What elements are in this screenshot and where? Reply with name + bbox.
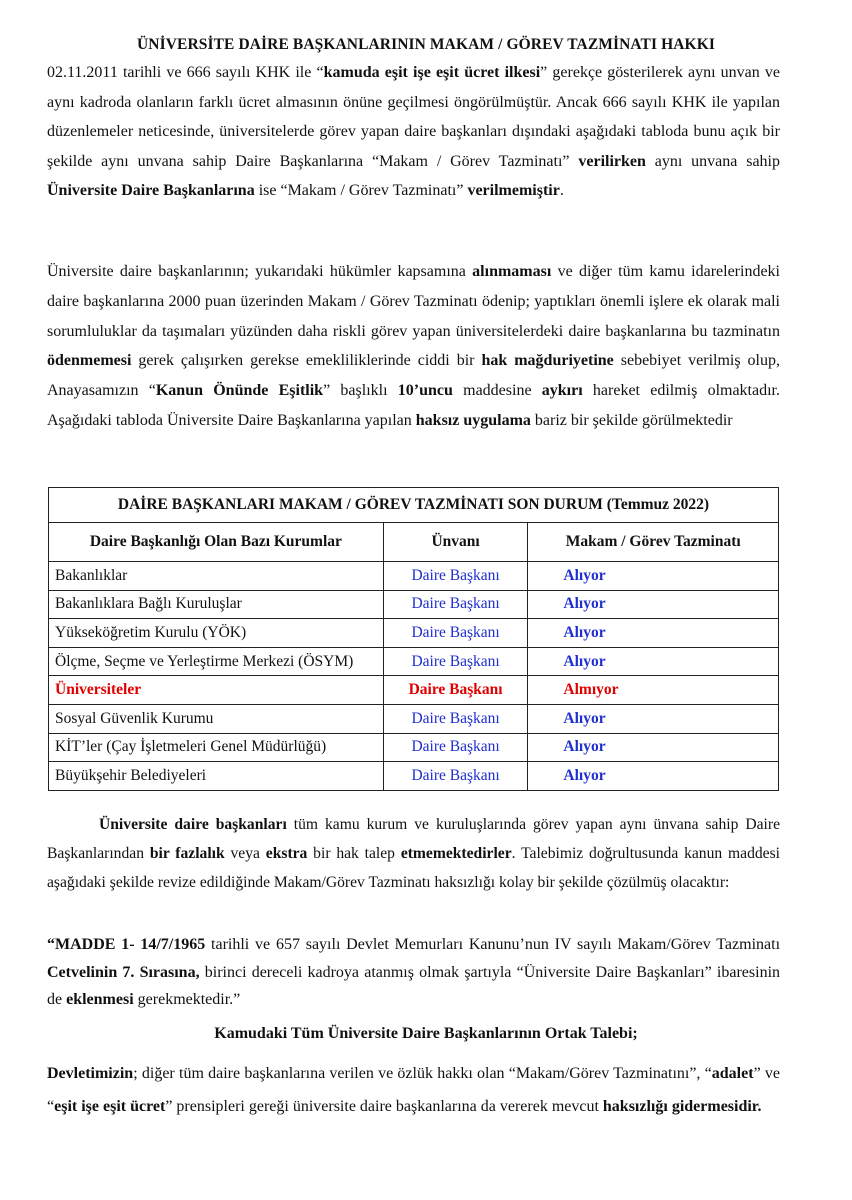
text-run: gerek çalışırken gerekse emekliliklerinde ciddi bir (131, 352, 482, 370)
text-run: tarihli ve 657 sayılı Devlet Memurları Kanunu’nun IV sayılı Makam/Görev Tazminatı (205, 936, 781, 953)
cell-institution: Bakanlıklar (49, 562, 384, 591)
bold-run: Cetvelinin 7. Sırasına, (47, 963, 200, 981)
bold-run: Devletimizin (47, 1065, 134, 1082)
cell-status: Almıyor (528, 676, 779, 705)
text-run: tüm kamu kurum ve kuruluşlarında görev yapan aynı ünvana sahip Daire Başkanlarından (47, 815, 780, 862)
text-run: bariz bir şekilde görülmektedir (530, 411, 733, 429)
cell-title: Daire Başkanı (383, 619, 528, 648)
cell-title: Daire Başkanı (383, 562, 528, 591)
cell-title: Daire Başkanı (383, 704, 528, 733)
bold-run: kamuda eşit işe eşit ücret ilkesi (323, 64, 541, 81)
cell-institution: Ölçme, Seçme ve Yerleştirme Merkezi (ÖSYM) (49, 647, 384, 676)
bold-run: “MADDE 1- 14/7/1965 (47, 936, 206, 953)
text-run: gerekmektedir.” (133, 991, 241, 1008)
paragraph-conclusion (47, 1057, 780, 1123)
text-run: ; diğer tüm daire başkanlarına verilen ve özlük hakkı olan “Makam/Görev Tazminatını”, “ (133, 1065, 712, 1082)
bold-run: alınmaması (472, 263, 552, 280)
table-caption: DAİRE BAŞKANLARI MAKAM / GÖREV TAZMİNATI SON DURUM (Temmuz 2022) (49, 488, 779, 523)
cell-status: Alıyor (528, 733, 779, 762)
cell-status: Alıyor (528, 619, 779, 648)
cell-institution: Sosyal Güvenlik Kurumu (49, 704, 384, 733)
paragraph-intro (47, 58, 780, 206)
text-run: . Talebimiz doğrultusunda kanun maddesi aşağıdaki şekilde revize edildiğinde Makam/Görev Tazminatı haksızlığı kolay bir şekilde çözülmüş olacaktır: (47, 844, 780, 891)
paragraph-explanation (47, 257, 780, 436)
bold-run: verilirken (578, 152, 646, 170)
bold-run: adalet (711, 1065, 754, 1082)
bold-run: eklenmesi (66, 991, 134, 1008)
table-row (49, 762, 779, 791)
cell-status: Alıyor (528, 704, 779, 733)
cell-institution: Üniversiteler (49, 676, 384, 705)
text-run: ” gerekçe gösterilerek aynı unvan ve aynı kadroda olanların farklı ücret almasının önüne geçilmesi öngörülmüştür. Ancak 666 sayılı KHK ile yapılan düzenlemeler neticesinde, üniversitelerde görev yapan daire başkanları dışındaki aşağıdaki tabloda bunu açık bir şekilde aynı unvana sahip Daire Başkanlarına “Makam / Görev Tazminatı” (47, 64, 781, 170)
cell-institution: Büyükşehir Belediyeleri (49, 762, 384, 791)
text-run: birinci dereceli kadroya atanmış olmak şartıyla “Üniversite Daire Başkanları” ibaresinin de (47, 963, 781, 1008)
bold-run: 10’uncu (397, 382, 453, 400)
text-run: ise “Makam / Görev Tazminatı” (254, 182, 468, 200)
text-run: 02.11.2011 tarihli ve 666 sayılı KHK ile “ (47, 64, 324, 81)
table-row-highlighted (49, 676, 779, 705)
bold-run: verilmemiştir (467, 182, 560, 200)
text-run: hareket edilmiş olmaktadır. Aşağıdaki tabloda Üniversite Daire Başkanlarına yapılan (47, 382, 780, 429)
cell-title: Daire Başkanı (383, 647, 528, 676)
bold-run: Üniversite Daire Başkanlarına (47, 182, 255, 200)
bold-run: Üniversite daire başkanları (99, 815, 287, 833)
bold-run: bir fazlalık (149, 844, 225, 862)
text-run: sebebiyet verilmiş olup, Anayasamızın “ (47, 352, 781, 400)
text-run: ” prensipleri gereği üniversite daire başkanlarına da vererek mevcut (165, 1098, 603, 1115)
subheading: Kamudaki Tüm Üniversite Daire Başkanlarının Ortak Talebi; (214, 1025, 638, 1042)
text-run: . (559, 182, 564, 200)
document-title: ÜNİVERSİTE DAİRE BAŞKANLARININ MAKAM / GÖREV TAZMİNATI HAKKI (137, 36, 715, 53)
header-title: Ünvanı (383, 523, 528, 562)
bold-run: Kanun Önünde Eşitlik (155, 382, 324, 400)
table-row (49, 733, 779, 762)
table-row (49, 590, 779, 619)
paragraph-demand (47, 810, 780, 897)
table-row (49, 704, 779, 733)
text-run: veya (224, 844, 266, 862)
bold-run: haksızlığı gidermesidir. (602, 1098, 762, 1115)
header-compensation: Makam / Görev Tazminatı (528, 523, 779, 562)
cell-status: Alıyor (528, 762, 779, 791)
cell-title: Daire Başkanı (383, 733, 528, 762)
table-row (49, 562, 779, 591)
cell-institution: Bakanlıklara Bağlı Kuruluşlar (49, 590, 384, 619)
bold-run: haksız uygulama (415, 411, 531, 429)
cell-status: Alıyor (528, 590, 779, 619)
bold-run: eşit işe eşit ücret (54, 1098, 166, 1115)
header-institution: Daire Başkanlığı Olan Bazı Kurumlar (49, 523, 384, 562)
bold-run: aykırı (541, 382, 583, 400)
text-run: ve diğer tüm kamu idarelerindeki daire başkanlarına 2000 puan üzerinden Makam / Görev Tazminatı ödenip; yaptıkları önemli işlere ek olarak mali sorumluluklar da taşımaları yüzünden daha riskli görev yapan üniversitelerdeki daire başkanlarına bu tazminatın (47, 263, 780, 340)
cell-title: Daire Başkanı (383, 590, 528, 619)
bold-run: ödenmemesi (47, 352, 132, 370)
paragraph-law-article (47, 931, 780, 1014)
bold-run: ekstra (265, 844, 308, 862)
text-run: ” başlıklı (323, 382, 398, 400)
text-run: Üniversite daire başkanlarının; yukarıdaki hükümler kapsamına (47, 263, 473, 280)
cell-institution: KİT’ler (Çay İşletmeleri Genel Müdürlüğü) (49, 733, 384, 762)
table-row (49, 647, 779, 676)
table-header-row (49, 523, 779, 562)
text-run: bir hak talep (307, 844, 401, 862)
text-run: ” ve “ (47, 1065, 781, 1115)
text-run: aynı unvana sahip (645, 152, 780, 170)
cell-title: Daire Başkanı (383, 762, 528, 791)
cell-status: Alıyor (528, 647, 779, 676)
text-run: maddesine (452, 382, 542, 400)
bold-run: etmemektedirler (400, 844, 512, 862)
table-row (49, 619, 779, 648)
cell-status: Alıyor (528, 562, 779, 591)
cell-institution: Yükseköğretim Kurulu (YÖK) (49, 619, 384, 648)
bold-run: hak mağduriyetine (481, 352, 614, 370)
cell-title: Daire Başkanı (383, 676, 528, 705)
compensation-table (48, 487, 779, 791)
